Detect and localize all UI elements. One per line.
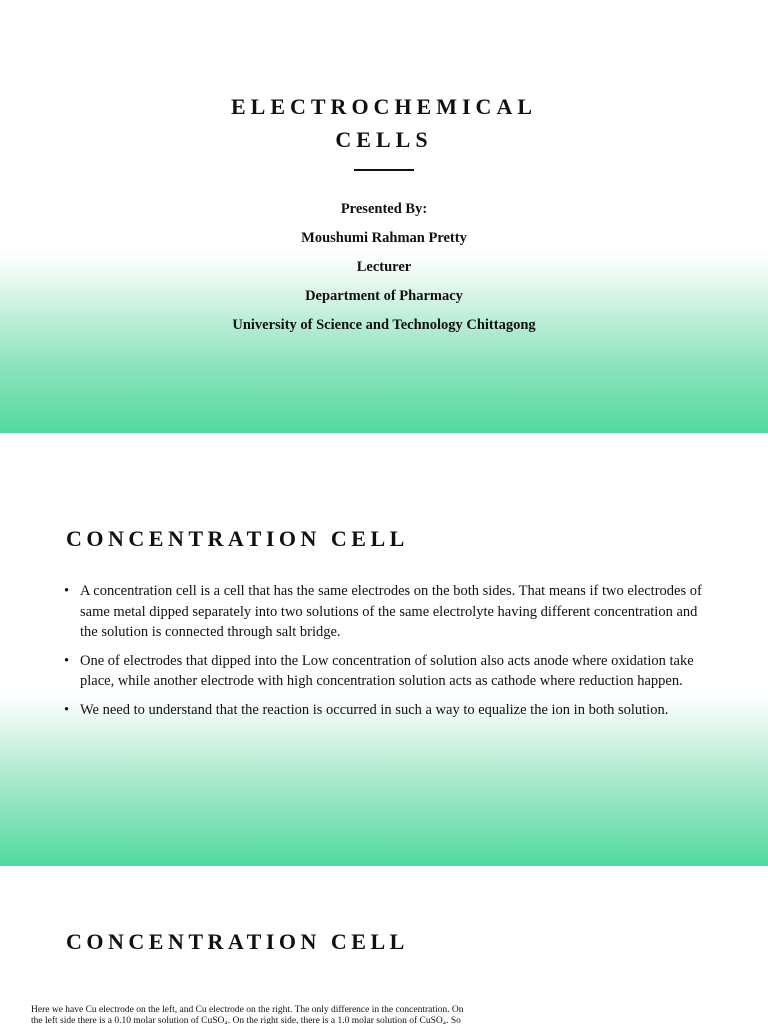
title-divider — [354, 169, 414, 171]
presenter-name: Moushumi Rahman Pretty — [301, 230, 467, 246]
bullet-item — [64, 581, 706, 643]
presented-by-label: Presented By: — [340, 201, 428, 217]
section-heading: CONCENTRATION CELL — [66, 526, 409, 551]
bullet-list — [64, 581, 706, 728]
bullet-text: A concentration cell is a cell that has the same electrodes on the both sides. That means if two electrodes of same metal dipped separately into two solutions of the same electrolyte having different concentration and the solution is connected through salt bridge. — [80, 583, 702, 640]
concentration-cell-slide — [0, 433, 768, 866]
presenter-department: Department of Pharmacy — [305, 288, 463, 304]
title-line-2: CELLS — [335, 127, 433, 152]
body-paragraph: Here we have Cu electrode on the left, and Cu electrode on the right. The only difference in the concentration. On the left side there is a 0.10 molar solution of CuSO₄. On the right side, there is a 1.0 molar solution of CuSO₄. So — [31, 1005, 464, 1024]
presenter-university: University of Science and Technology Chittagong — [232, 317, 536, 333]
presenter-block — [0, 195, 768, 340]
bullet-dot: • — [64, 583, 70, 599]
bullet-dot: • — [64, 652, 70, 669]
section-heading: CONCENTRATION CELL — [66, 929, 409, 954]
bullet-text: One of electrodes that dipped into the Low concentration of solution also acts anode where oxidation take place, while another electrode with high concentration solution acts as cathode where reduction happen. — [80, 652, 694, 689]
title-line-1: ELECTROCHEMICAL — [230, 94, 538, 119]
bullet-text: We need to understand that the reaction is occurred in such a way to equalize the ion in both solution. — [80, 701, 669, 718]
bullet-item — [64, 700, 706, 721]
slide-title — [0, 90, 768, 156]
concentration-cell-slide-2 — [0, 866, 768, 1024]
presenter-role: Lecturer — [356, 259, 412, 275]
bullet-item — [64, 651, 706, 692]
title-slide — [0, 0, 768, 433]
bullet-dot: • — [64, 701, 70, 718]
